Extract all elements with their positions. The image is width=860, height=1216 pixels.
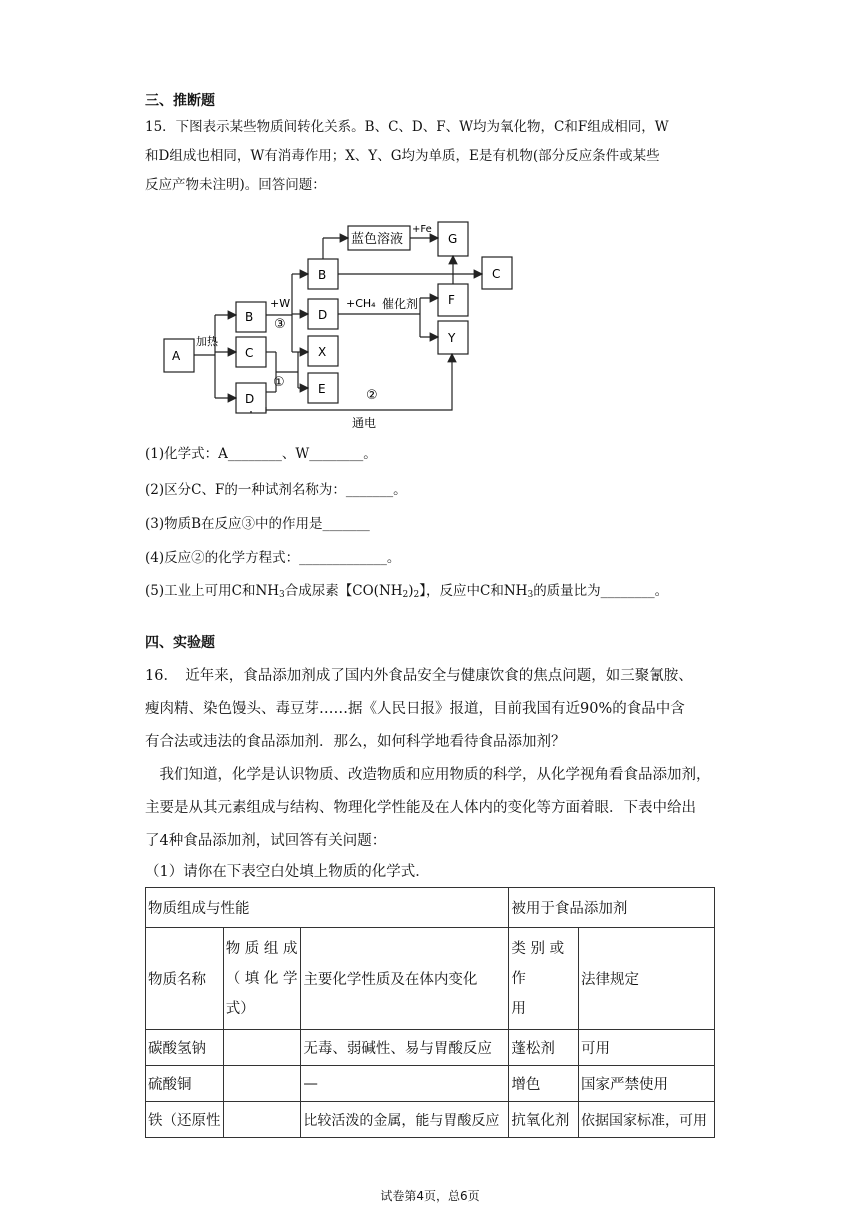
label-plus-ch4: +CH₄ xyxy=(346,297,376,310)
cell-props: 无毒、弱碱性、易与胃酸反应 xyxy=(301,1030,509,1066)
food-additive-table xyxy=(145,887,715,1138)
cell-formula[interactable] xyxy=(223,1102,301,1138)
label-circle3: ③ xyxy=(274,317,286,332)
label-y: Y xyxy=(448,331,456,345)
label-d2: D xyxy=(318,308,328,322)
q16-sub1: （1）请你在下表空白处填上物质的化学式． xyxy=(145,864,430,880)
label-g: G xyxy=(448,232,458,246)
head-composition: 物质组成与性能 xyxy=(146,888,509,928)
label-b1: B xyxy=(245,310,254,324)
q15-sub3: (3)物质B在反应③中的作用是_______ xyxy=(145,516,370,532)
label-d1: D xyxy=(245,392,255,406)
label-electrolysis: 通电 xyxy=(352,416,377,430)
cell-props: 比较活泼的金属，能与胃酸反应 xyxy=(301,1102,509,1138)
col-law: 法律规定 xyxy=(579,928,715,1030)
table-row xyxy=(146,1102,715,1138)
cell-law: 可用 xyxy=(579,1030,715,1066)
label-plus-w: +W xyxy=(270,297,291,310)
label-circle2: ② xyxy=(366,388,378,403)
q15-sub5: (5)工业上可用C和$NH_3$合成尿素【$CO(NH_2)_2$】，反应中C和$NH_3$的质量比为________。 xyxy=(145,583,669,600)
label-plus-fe: +Fe xyxy=(412,224,432,235)
label-blue-solution: 蓝色溶液 xyxy=(351,232,404,247)
cell-formula[interactable] xyxy=(223,1030,301,1066)
table-row xyxy=(146,1066,715,1102)
cell-name: 铁（还原性 xyxy=(146,1102,224,1138)
head-usage: 被用于食品添加剂 xyxy=(509,888,715,928)
label-heat: 加热 xyxy=(196,335,218,348)
para2-line1: 我们知道，化学是认识物质、改造物质和应用物质的科学，从化学视角看食品添加剂， xyxy=(145,767,711,783)
label-x: X xyxy=(318,345,327,359)
table-row xyxy=(146,928,715,1030)
cell-props: — xyxy=(301,1066,509,1102)
col-name: 物质名称 xyxy=(146,928,224,1030)
cell-type: 增色 xyxy=(509,1066,579,1102)
label-c1: C xyxy=(245,346,254,360)
q16-line1: 16． 近年来，食品添加剂成了国内外食品安全与健康饮食的焦点问题，如三聚氰胺、 xyxy=(145,668,693,684)
label-catalyst: 催化剂 xyxy=(382,297,419,311)
section3-title: 三、推断题 xyxy=(145,93,215,109)
table-row xyxy=(146,888,715,928)
section4-title: 四、实验题 xyxy=(145,635,215,651)
cell-name: 硫酸铜 xyxy=(146,1066,224,1102)
conversion-diagram xyxy=(0,0,860,440)
cell-type: 抗氧化剂 xyxy=(509,1102,579,1138)
cell-law: 依据国家标准，可用 xyxy=(579,1102,715,1138)
q16-line2: 瘦肉精、染色馒头、毒豆芽……据《人民日报》报道，目前我国有近90%的食品中含 xyxy=(145,701,685,717)
q15-line1: 15．下图表示某些物质间转化关系。B、C、D、F、W均为氧化物，C和F组成相同，W xyxy=(145,119,669,135)
col-formula: 物 质 组 成 （ 填 化 学 式） xyxy=(223,928,301,1030)
label-a: A xyxy=(172,349,181,363)
q15-line3: 反应产物未注明)。回答问题： xyxy=(145,177,326,193)
col-props: 主要化学性质及在体内变化 xyxy=(301,928,509,1030)
label-e: E xyxy=(318,382,326,396)
table-row xyxy=(146,1030,715,1066)
cell-type: 蓬松剂 xyxy=(509,1030,579,1066)
para2-line3: 了4种食品添加剂，试回答有关问题： xyxy=(145,833,387,849)
q16-line3: 有合法或违法的食品添加剂．那么，如何科学地看待食品添加剂？ xyxy=(145,734,566,750)
q15-sub4: (4)反应②的化学方程式：_____________。 xyxy=(145,550,401,566)
q15-sub1: (1)化学式：A________、W________。 xyxy=(145,446,377,462)
cell-law: 国家严禁使用 xyxy=(579,1066,715,1102)
cell-name: 碳酸氢钠 xyxy=(146,1030,224,1066)
para2-line2: 主要是从其元素组成与结构、物理化学性能及在人体内的变化等方面着眼．下表中给出 xyxy=(145,800,696,816)
label-circle1: ① xyxy=(273,375,285,390)
label-c2: C xyxy=(492,267,501,281)
q15-sub2: (2)区分C、F的一种试剂名称为：_______。 xyxy=(145,482,407,498)
cell-formula[interactable] xyxy=(223,1066,301,1102)
label-b2: B xyxy=(318,268,327,282)
page-footer: 试卷第4页，总6页 xyxy=(380,1189,480,1203)
col-type: 类 别 或 作 用 xyxy=(509,928,579,1030)
q15-line2: 和D组成也相同，W有消毒作用；X、Y、G均为单质，E是有机物(部分反应条件或某些 xyxy=(145,148,660,164)
label-f: F xyxy=(448,293,455,307)
